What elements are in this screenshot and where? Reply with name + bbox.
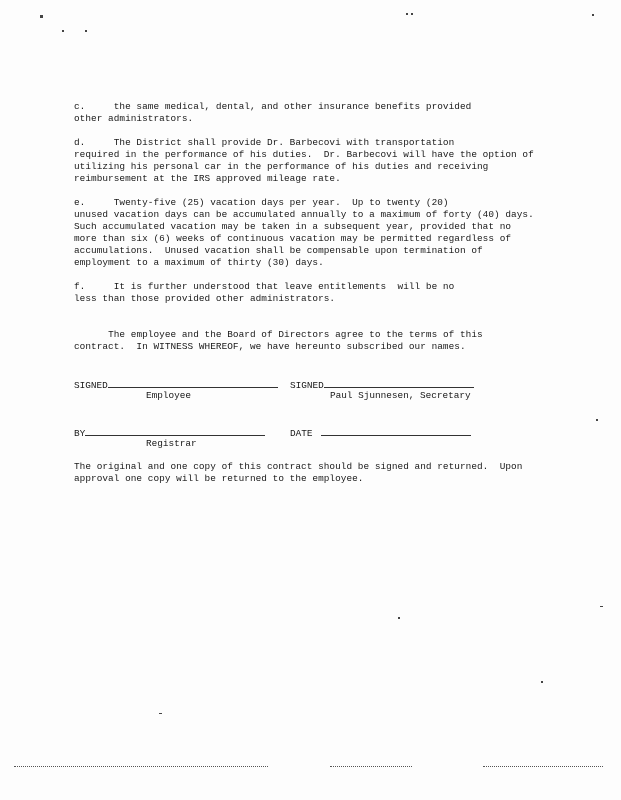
scan-speck	[62, 30, 64, 32]
clause-f: f. It is further understood that leave entitlements will be no less than those provided other administrators.	[74, 281, 455, 304]
registrar-signature-line	[85, 426, 265, 436]
scan-speck	[85, 30, 87, 32]
scan-speck	[40, 15, 43, 18]
closing-note: The original and one copy of this contract should be signed and returned. Upon approval one copy will be returned to the employee.	[74, 461, 523, 484]
agreement-paragraph: The employee and the Board of Directors agree to the terms of this contract. In WITNESS WHEREOF, we have hereunto subscribed our names.	[74, 329, 483, 352]
scan-speck	[406, 13, 408, 15]
scan-speck	[159, 713, 162, 714]
employee-caption: Employee	[146, 390, 192, 401]
signed-label: SIGNED	[74, 380, 108, 391]
date-label: DATE	[290, 428, 313, 439]
scan-speck	[592, 14, 594, 16]
clause-e: e. Twenty-five (25) vacation days per year. Up to twenty (20) unused vacation days can be accumulated annually to a maximum of forty (40) days. Such accumulated vacation may be taken in a subsequent year, provided that no more than six (6) weeks of continuous vacation may be permitted regardless of accumulations. Unused vacation shall be compensable upon termination of employment to a maximum of thirty (30) days.	[74, 197, 534, 268]
secretary-signature-line	[324, 378, 474, 388]
scan-speck	[411, 13, 413, 15]
scan-speck	[398, 617, 400, 619]
clause-c: c. the same medical, dental, and other insurance benefits provided other administrators.	[74, 101, 472, 124]
scan-bottom-rule	[14, 766, 268, 767]
scan-speck	[596, 419, 598, 421]
date-field-line	[321, 426, 471, 436]
date-line	[290, 426, 471, 440]
scan-speck	[541, 681, 543, 683]
scan-bottom-rule	[483, 766, 603, 767]
clause-d: d. The District shall provide Dr. Barbecovi with transportation required in the performance of his duties. Dr. Barbecovi will have the option of utilizing his personal car in the performance of his duties and receiving reimbursement at the IRS approved mileage rate.	[74, 137, 534, 184]
secretary-caption: Paul Sjunnesen, Secretary	[330, 390, 471, 401]
scan-bottom-rule	[330, 766, 412, 767]
signed-label: SIGNED	[290, 380, 324, 391]
registrar-caption: Registrar	[146, 438, 197, 449]
by-label: BY	[74, 428, 86, 439]
scan-speck	[600, 606, 603, 607]
employee-signature-line	[108, 378, 278, 388]
